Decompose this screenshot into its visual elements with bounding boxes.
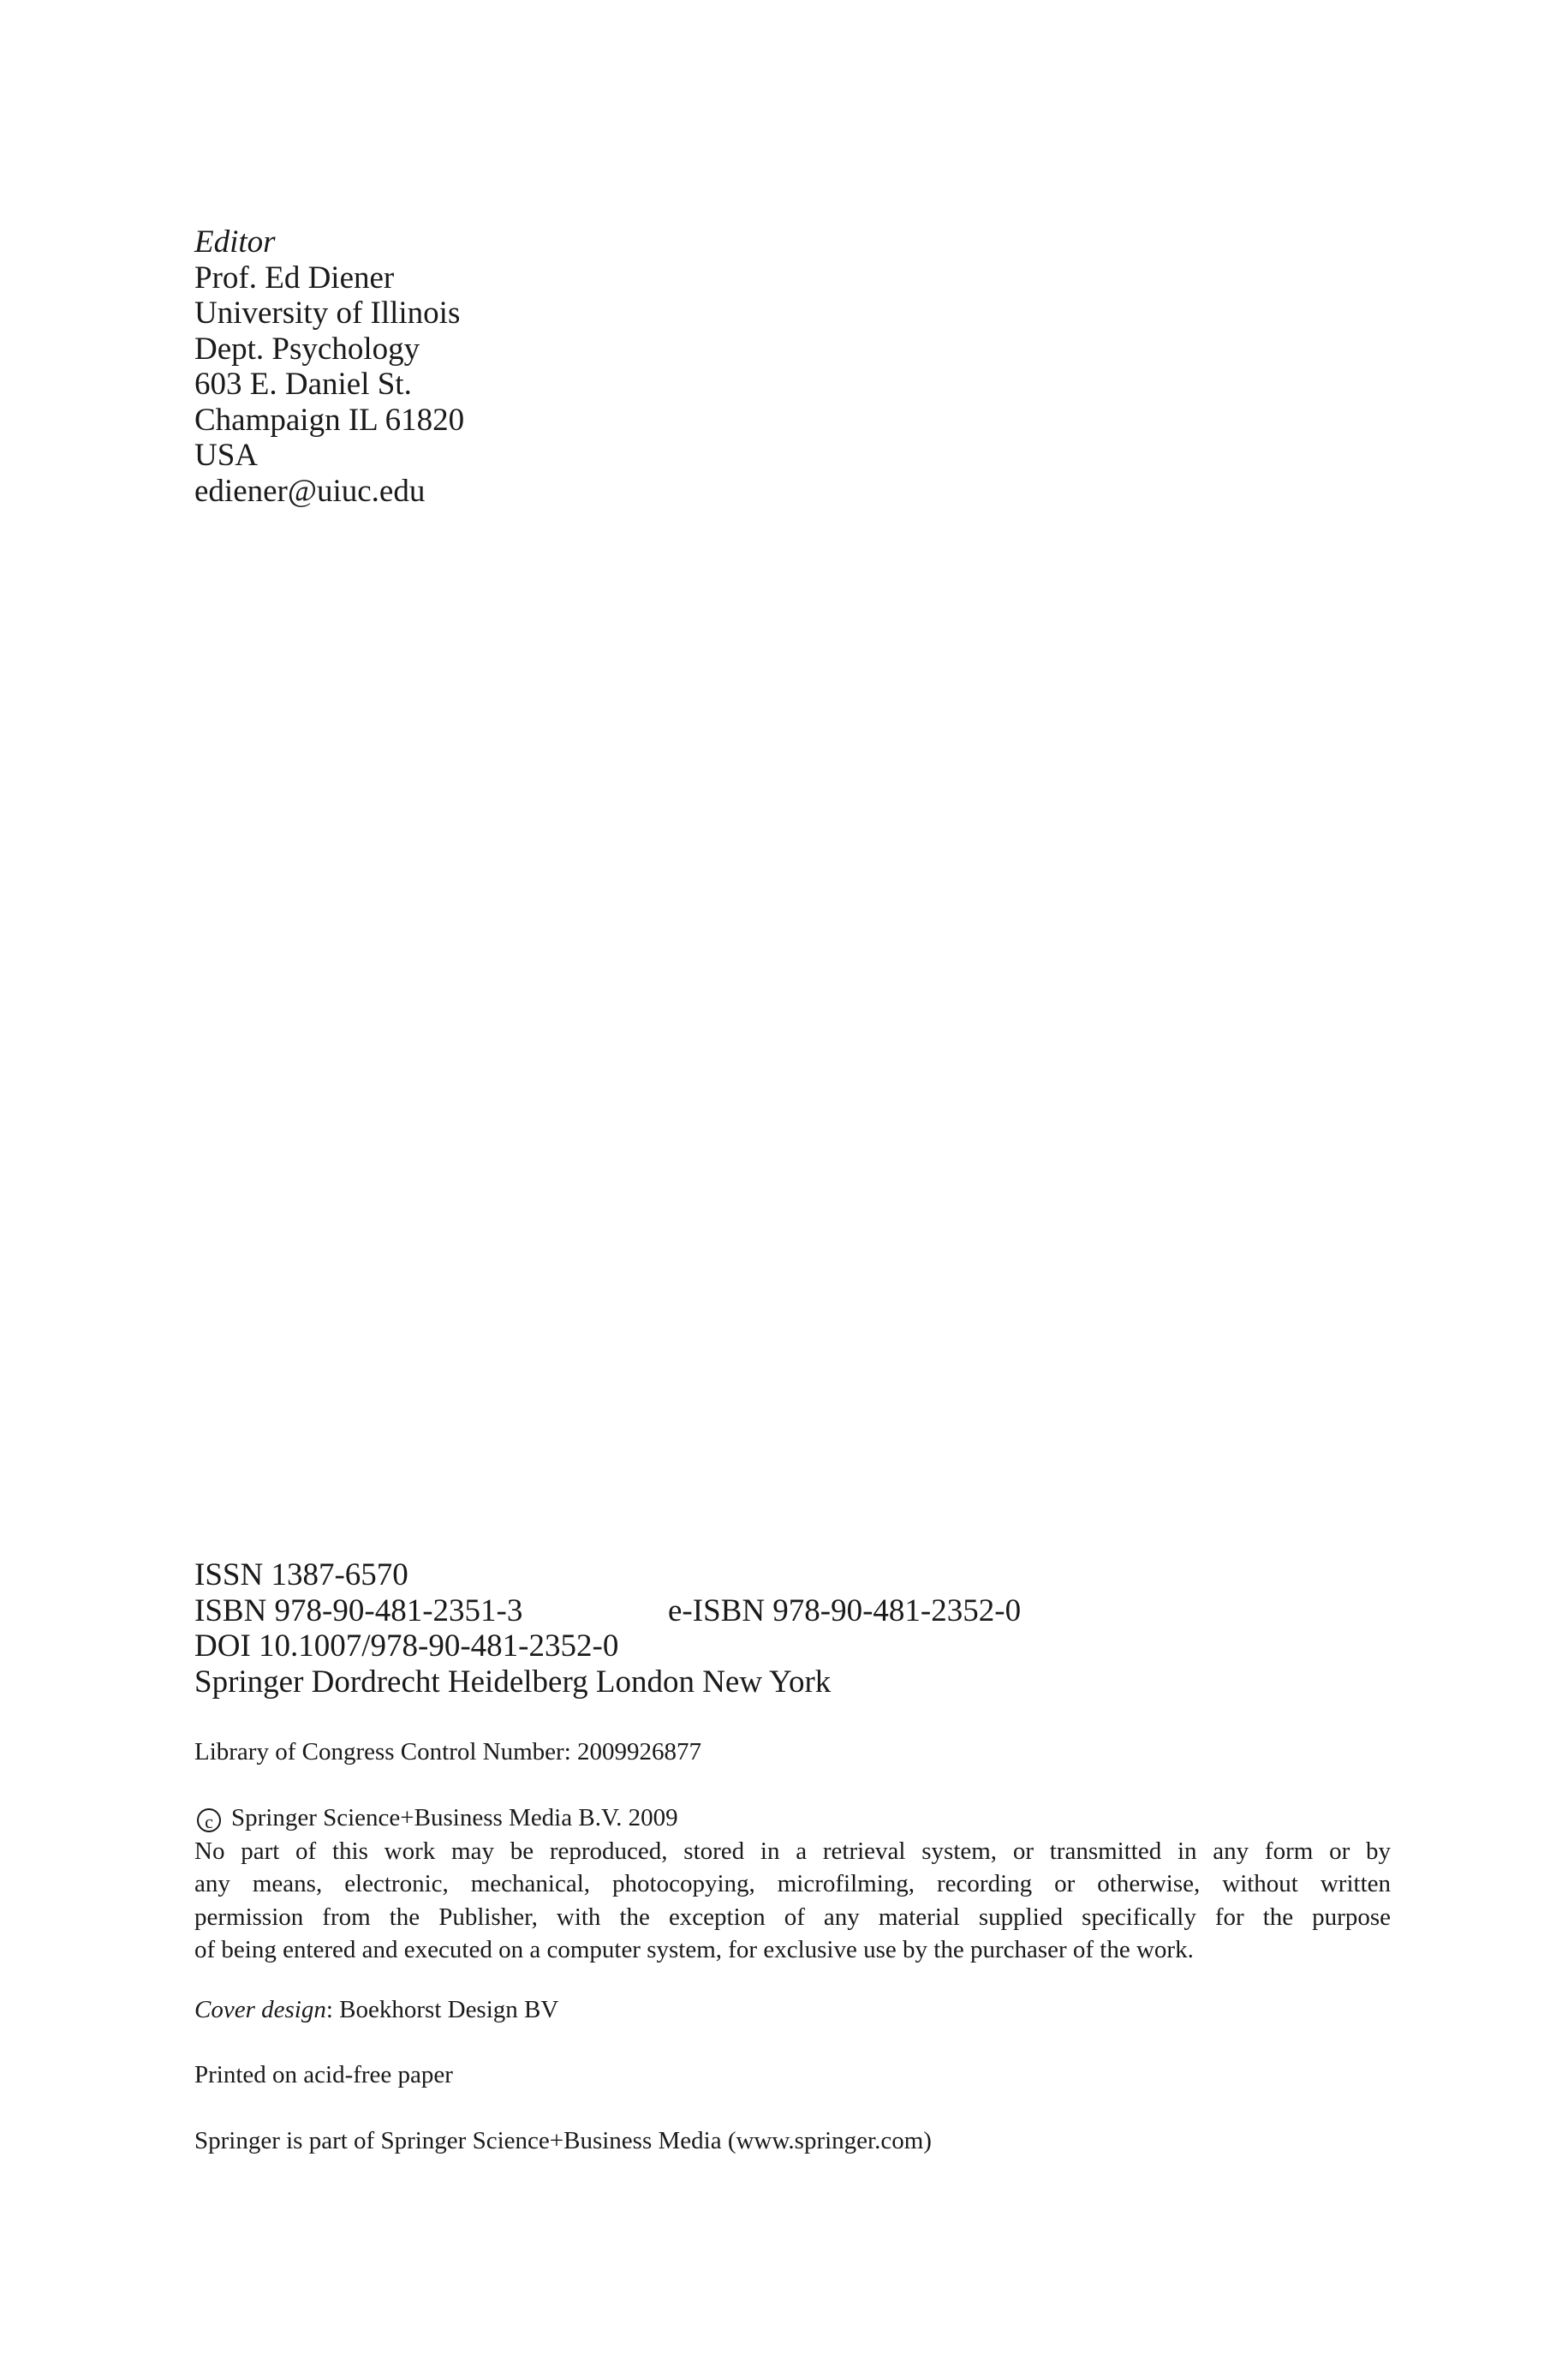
copyright-notice-line-4: of being entered and executed on a computer system, for exclusive use by the purchaser of the work. — [194, 1936, 1194, 1963]
notice-text-2: any means, electronic, mechanical, photocopying, microfilming, recording or otherwise, without written — [194, 1870, 1391, 1897]
identifiers-block — [194, 1557, 1393, 1700]
copyright-notice-line-2 — [194, 1867, 1391, 1901]
editor-country: USA — [194, 438, 259, 473]
cover-design — [194, 1993, 1393, 2027]
springer-part-note: Springer is part of Springer Science+Business Media (www.springer.com) — [194, 2127, 932, 2154]
lccn: Library of Congress Control Number: 2009926877 — [194, 1738, 702, 1766]
copyright-line — [194, 1801, 1393, 1835]
editor-label: Editor — [194, 224, 276, 260]
notice-text-3: permission from the Publisher, with the exception of any material supplied specifically for the purpose — [194, 1903, 1391, 1931]
publisher-locations: Springer Dordrecht Heidelberg London New York — [194, 1664, 832, 1700]
editor-institution: University of Illinois — [194, 296, 461, 331]
editor-street: 603 E. Daniel St. — [194, 367, 412, 402]
copyright-notice-line-1 — [194, 1835, 1391, 1868]
editor-department: Dept. Psychology — [194, 331, 420, 367]
doi: DOI 10.1007/978-90-481-2352-0 — [194, 1628, 619, 1664]
editor-email: ediener@uiuc.edu — [194, 473, 426, 509]
editor-city: Champaign IL 61820 — [194, 402, 465, 438]
copyright-icon: c — [197, 1808, 221, 1832]
cover-design-separator: : — [325, 1996, 333, 2023]
notice-text-1: No part of this work may be reproduced, stored in a retrieval system, or transmitted in any form or by — [194, 1837, 1391, 1865]
editor-block — [194, 224, 879, 509]
paper-note: Printed on acid-free paper — [194, 2061, 453, 2088]
cover-design-value: Boekhorst Design BV — [332, 1996, 559, 2023]
cover-design-label: Cover design — [194, 1996, 326, 2023]
e-isbn: e-ISBN 978-90-481-2352-0 — [668, 1592, 1022, 1628]
copyright-block — [194, 1801, 1393, 1967]
editor-name: Prof. Ed Diener — [194, 260, 395, 296]
copyright-holder: Springer Science+Business Media B.V. 2009 — [231, 1804, 678, 1831]
issn: ISSN 1387-6570 — [194, 1557, 408, 1592]
isbn-line — [194, 1593, 1393, 1629]
copyright-notice-line-3 — [194, 1901, 1391, 1934]
isbn: ISBN 978-90-481-2351-3 — [194, 1592, 523, 1628]
